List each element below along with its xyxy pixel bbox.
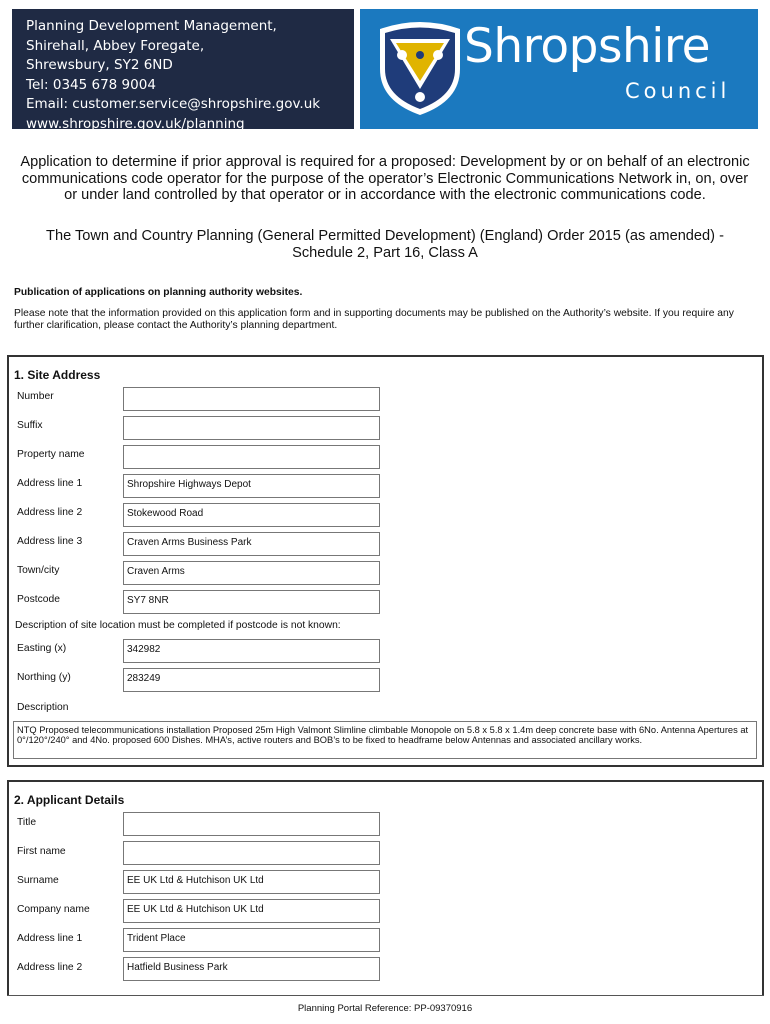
easting-field[interactable]: 342982 [123, 639, 380, 663]
first-name-field[interactable] [123, 841, 380, 865]
field-label: Company name [17, 904, 90, 915]
publication-notice: Please note that the information provided on this application form and in supporting documents may be published on the Authority’s website. If you require any further clarification, please contact the Authority’s planning department. [14, 308, 734, 331]
contact-phone: Tel: 0345 678 9004 [26, 76, 156, 93]
address-line-3-field[interactable]: Craven Arms Business Park [123, 532, 380, 556]
contact-website: www.shropshire.gov.uk/planning [26, 115, 245, 132]
field-label: Title [17, 817, 37, 828]
site-address-section [7, 355, 764, 767]
field-label: Number [17, 391, 54, 402]
page-divider [7, 995, 764, 996]
field-label: Northing (y) [17, 672, 71, 683]
field-label: Address line 3 [17, 536, 83, 547]
council-contact-panel [12, 9, 354, 132]
postcode-field[interactable]: SY7 8NR [123, 590, 380, 614]
suffix-field[interactable] [123, 416, 380, 440]
property-name-field[interactable] [123, 445, 380, 469]
contact-line: Planning Development Management, [26, 18, 277, 34]
contact-email: Email: customer.service@shropshire.gov.uk [26, 96, 321, 112]
field-label: Address line 2 [17, 962, 83, 973]
section-heading: 1. Site Address [14, 368, 101, 382]
planning-portal-reference: Planning Portal Reference: PP-09370916 [297, 1003, 473, 1014]
contact-line: Shirehall, Abbey Foregate, [26, 37, 205, 54]
site-description-field[interactable]: NTQ Proposed telecommunications installation Proposed 25m High Valmont Slimline climbable Monopole on 5.8 x 5.8 x 1.4m deep concrete base with 6No. Antenna Apertures at 0°/120°/240° and 4No. proposed 600 Dishes. MHA’s, active routers and BOB’s to be fixed to headframe below Antennas and associated ancillary works. [13, 721, 757, 759]
field-label: Surname [17, 875, 59, 886]
field-label: Description [17, 702, 69, 713]
field-label: Easting (x) [17, 643, 67, 654]
field-label: Address line 1 [17, 933, 83, 944]
council-logo-panel [360, 9, 758, 129]
northing-field[interactable]: 283249 [123, 668, 380, 692]
address-line-2-field[interactable]: Stokewood Road [123, 503, 380, 527]
field-label: Address line 2 [17, 507, 83, 518]
applicant-address-line-2-field[interactable]: Hatfield Business Park [123, 957, 380, 981]
company-name-field[interactable]: EE UK Ltd & Hutchison UK Ltd [123, 899, 380, 923]
location-note: Description of site location must be completed if postcode is not known: [15, 620, 341, 631]
field-label: Property name [17, 449, 85, 460]
address-line-1-field[interactable]: Shropshire Highways Depot [123, 474, 380, 498]
field-label: Postcode [17, 594, 60, 605]
brand-name: Shropshire [464, 19, 711, 74]
section-heading: 2. Applicant Details [14, 793, 125, 807]
title-field[interactable] [123, 812, 380, 836]
shield-crest-icon [378, 17, 462, 117]
field-label: Suffix [17, 420, 43, 431]
field-label: First name [17, 846, 66, 857]
brand-sub: Council [625, 79, 731, 103]
town-city-field[interactable]: Craven Arms [123, 561, 380, 585]
surname-field[interactable]: EE UK Ltd & Hutchison UK Ltd [123, 870, 380, 894]
form-subtitle: The Town and Country Planning (General Permitted Development) (England) Order 2015 (as amended) - Schedule 2, Part 16, Class A [46, 228, 724, 261]
applicant-address-line-1-field[interactable]: Trident Place [123, 928, 380, 952]
number-field[interactable] [123, 387, 380, 411]
form-title: Application to determine if prior approval is required for a proposed: Development by or on behalf of an electronic communications code operator for the purpose of the operator’s Electronic Communications Network in, on, over or under land controlled by that operator or in accordance with the electronic communications code. [20, 154, 750, 203]
applicant-details-section [7, 780, 764, 995]
field-label: Address line 1 [17, 478, 83, 489]
contact-line: Shrewsbury, SY2 6ND [26, 57, 173, 73]
field-label: Town/city [17, 565, 60, 576]
publication-heading: Publication of applications on planning authority websites. [14, 287, 303, 298]
